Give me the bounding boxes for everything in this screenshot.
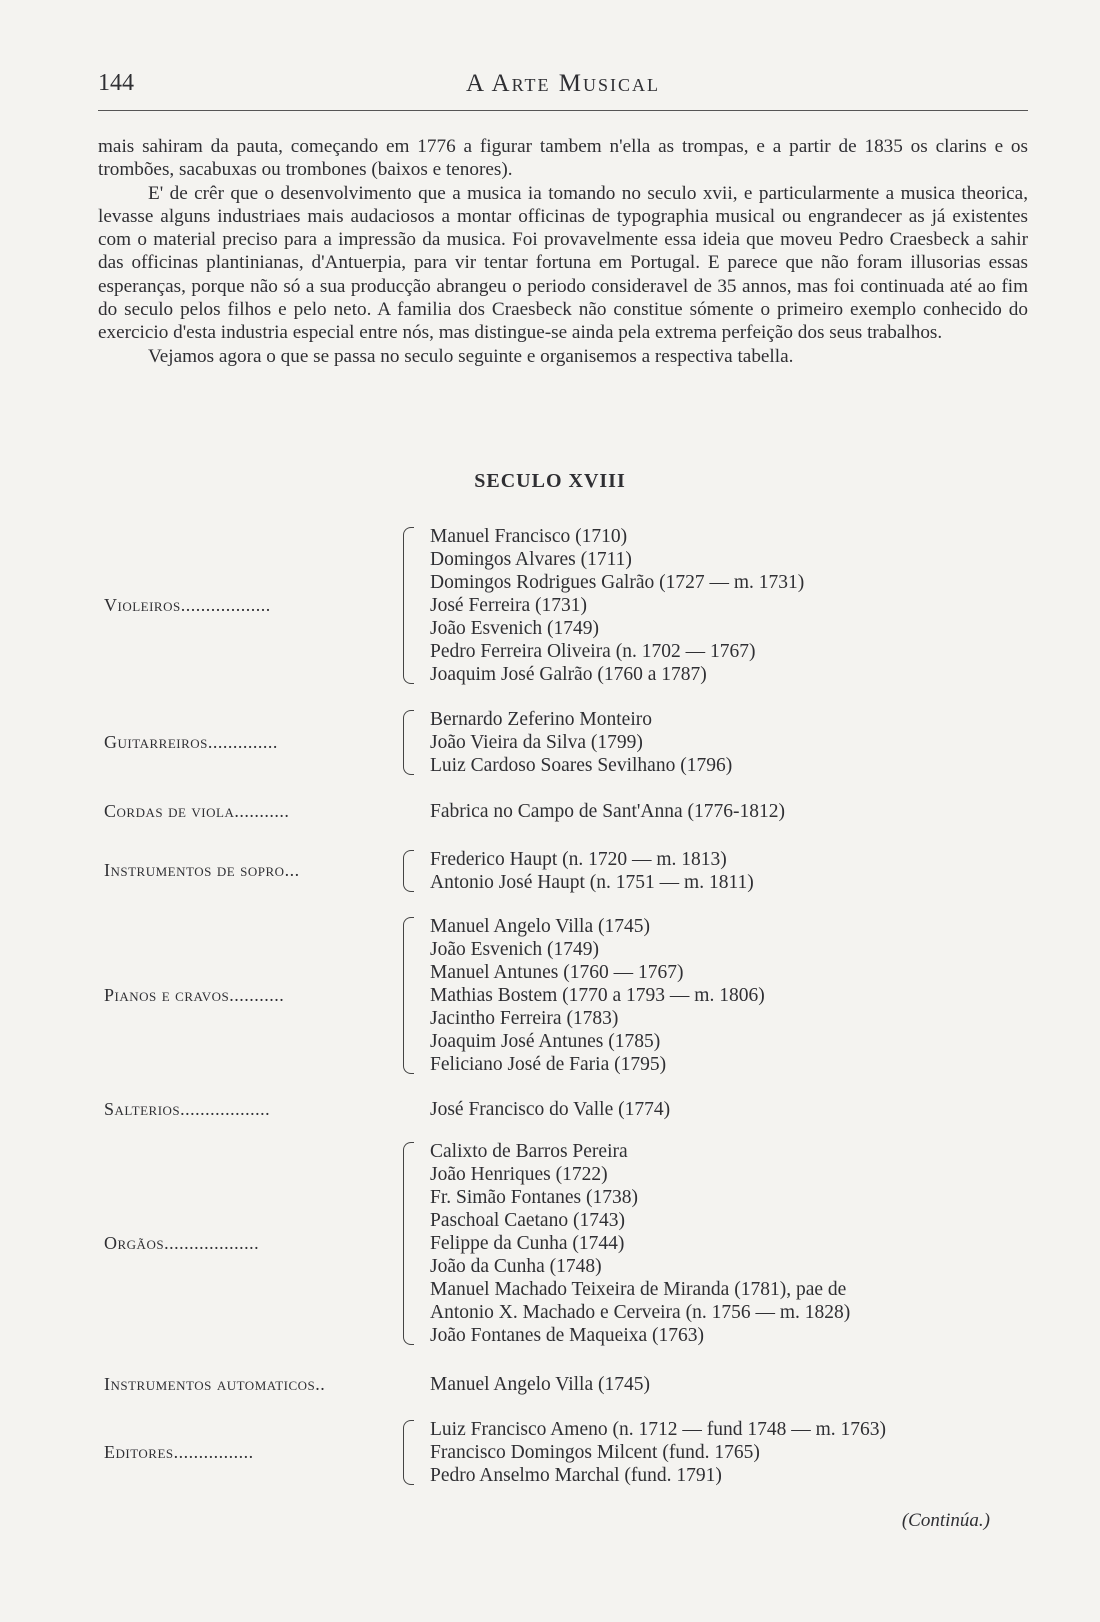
entry: Francisco Domingos Milcent (fund. 1765) bbox=[430, 1442, 760, 1463]
group-label-text: Cordas de viola bbox=[104, 800, 235, 821]
paragraph: E' de crêr que o desenvolvimento que a musica ia tomando no seculo xvii, e particularmente a musica theorica, levasse alguns industriaes mais audaciosos a montar officinas de typographia musical ou engrandecer as já existentes com o material preciso para a impressão da musica. Foi provavelmente essa ideia que moveu Pedro Craesbeck a sahir das officinas plantinianas, d'Antuerpia, para vir tentar fortuna em Portugal. E parece que não foram illusorias essas esperanças, porque não só a sua producção abrangeu o periodo consideravel de 35 annos, mas foi continuada até ao fim do seculo pelos filhos e pelo neto. A familia dos Craesbeck não constitue sómente o primeiro exemplo conhecido do exercicio d'esta industria especial entre nós, mas distingue-se ainda pela extrema perfeição dos seus trabalhos. bbox=[98, 182, 1028, 344]
group-label-text: Salterios bbox=[104, 1098, 181, 1119]
entry: João Fontanes de Maqueixa (1763) bbox=[430, 1325, 705, 1346]
brace bbox=[403, 527, 414, 684]
group-entries bbox=[430, 915, 765, 1076]
entry: João Henriques (1722) bbox=[430, 1164, 608, 1185]
entry: Feliciano José de Faria (1795) bbox=[430, 1054, 667, 1075]
group-label bbox=[104, 860, 300, 881]
group-label bbox=[104, 1233, 259, 1254]
dot-leader: ........... bbox=[234, 800, 290, 821]
dot-leader: .................. bbox=[180, 1098, 271, 1119]
group-label-text: Editores bbox=[104, 1441, 174, 1462]
entry: Joaquim José Antunes (1785) bbox=[430, 1031, 661, 1052]
paragraph: mais sahiram da pauta, começando em 1776 a figurar tambem n'ella as trompas, e a partir de 1835 os clarins e os trombões, sacabuxas ou trombones (baixos e tenores). bbox=[98, 136, 1028, 181]
group-label bbox=[104, 732, 278, 753]
entry: Felippe da Cunha (1744) bbox=[430, 1233, 625, 1254]
group-entries bbox=[430, 848, 754, 894]
entry: Antonio X. Machado e Cerveira (n. 1756 — m. 1828) bbox=[430, 1302, 851, 1323]
entry: Joaquim José Galrão (1760 a 1787) bbox=[430, 664, 707, 685]
entry: João Vieira da Silva (1799) bbox=[430, 732, 643, 753]
dot-leader: .............. bbox=[207, 731, 278, 752]
entry: José Francisco do Valle (1774) bbox=[430, 1099, 671, 1120]
entry: João Esvenich (1749) bbox=[430, 618, 599, 639]
entry: Domingos Rodrigues Galrão (1727 — m. 1731) bbox=[430, 572, 805, 593]
dot-leader: ... bbox=[284, 860, 300, 880]
page-header bbox=[98, 70, 1028, 106]
body-text bbox=[98, 135, 1028, 368]
group-entries bbox=[430, 525, 804, 686]
entry: Pedro Anselmo Marchal (fund. 1791) bbox=[430, 1465, 722, 1486]
entry: João da Cunha (1748) bbox=[430, 1256, 602, 1277]
running-title: A Arte Musical bbox=[466, 70, 660, 97]
entry: Mathias Bostem (1770 a 1793 — m. 1806) bbox=[430, 985, 765, 1006]
entry: Manuel Antunes (1760 — 1767) bbox=[430, 962, 684, 983]
dot-leader: .................. bbox=[180, 594, 271, 615]
entry: Manuel Francisco (1710) bbox=[430, 526, 628, 547]
group-entries bbox=[430, 1140, 850, 1347]
group-entries bbox=[430, 1418, 886, 1487]
dot-leader: ........... bbox=[229, 984, 285, 1005]
page-number: 144 bbox=[98, 70, 134, 96]
entry: Jacintho Ferreira (1783) bbox=[430, 1008, 619, 1029]
entry: Calixto de Barros Pereira bbox=[430, 1141, 628, 1162]
dot-leader: ................... bbox=[164, 1232, 260, 1253]
paragraph: Vejamos agora o que se passa no seculo seguinte e organisemos a respectiva tabella. bbox=[148, 345, 794, 367]
brace bbox=[403, 917, 414, 1074]
entry: Luiz Cardoso Soares Sevilhano (1796) bbox=[430, 755, 733, 776]
group-label-text: Violeiros bbox=[104, 594, 181, 615]
group-label bbox=[104, 801, 289, 822]
brace bbox=[403, 850, 414, 892]
dot-leader: ................ bbox=[173, 1441, 254, 1462]
entry: José Ferreira (1731) bbox=[430, 595, 588, 616]
entry: Pedro Ferreira Oliveira (n. 1702 — 1767) bbox=[430, 641, 756, 662]
entry: Bernardo Zeferino Monteiro bbox=[430, 709, 653, 730]
group-label bbox=[104, 1442, 254, 1463]
group-label-text: Guitarreiros bbox=[104, 731, 208, 752]
group-label bbox=[104, 595, 271, 616]
entry: Frederico Haupt (n. 1720 — m. 1813) bbox=[430, 849, 727, 870]
group-entries bbox=[430, 1098, 670, 1121]
entry: Fr. Simão Fontanes (1738) bbox=[430, 1187, 638, 1208]
section-title: SECULO XVIII bbox=[474, 470, 626, 492]
group-label bbox=[104, 985, 284, 1006]
group-label-text: Instrumentos automaticos bbox=[104, 1373, 316, 1394]
group-entries bbox=[430, 708, 732, 777]
brace bbox=[403, 710, 414, 775]
entry: Domingos Alvares (1711) bbox=[430, 549, 632, 570]
dot-leader: .. bbox=[315, 1373, 326, 1394]
group-entries bbox=[430, 800, 785, 823]
brace bbox=[403, 1420, 414, 1485]
group-label bbox=[104, 1099, 270, 1120]
entry: Paschoal Caetano (1743) bbox=[430, 1210, 625, 1231]
entry: Manuel Machado Teixeira de Miranda (1781), pae de bbox=[430, 1279, 847, 1300]
entry: Antonio José Haupt (n. 1751 — m. 1811) bbox=[430, 872, 754, 893]
group-entries bbox=[430, 1373, 650, 1396]
group-label-text: Orgãos bbox=[104, 1232, 165, 1253]
header-rule bbox=[98, 110, 1028, 111]
entry: Luiz Francisco Ameno (n. 1712 — fund 1748 — m. 1763) bbox=[430, 1419, 887, 1440]
entry: Fabrica no Campo de Sant'Anna (1776-1812) bbox=[430, 801, 785, 822]
entry: Manuel Angelo Villa (1745) bbox=[430, 916, 650, 937]
entry: Manuel Angelo Villa (1745) bbox=[430, 1374, 650, 1395]
group-label bbox=[104, 1374, 325, 1395]
brace bbox=[403, 1142, 414, 1345]
group-label-text: Pianos e cravos bbox=[104, 984, 230, 1005]
group-label-text: Instrumentos de sopro bbox=[104, 860, 285, 880]
continuation-note: (Continúa.) bbox=[901, 1510, 990, 1531]
entry: João Esvenich (1749) bbox=[430, 939, 599, 960]
